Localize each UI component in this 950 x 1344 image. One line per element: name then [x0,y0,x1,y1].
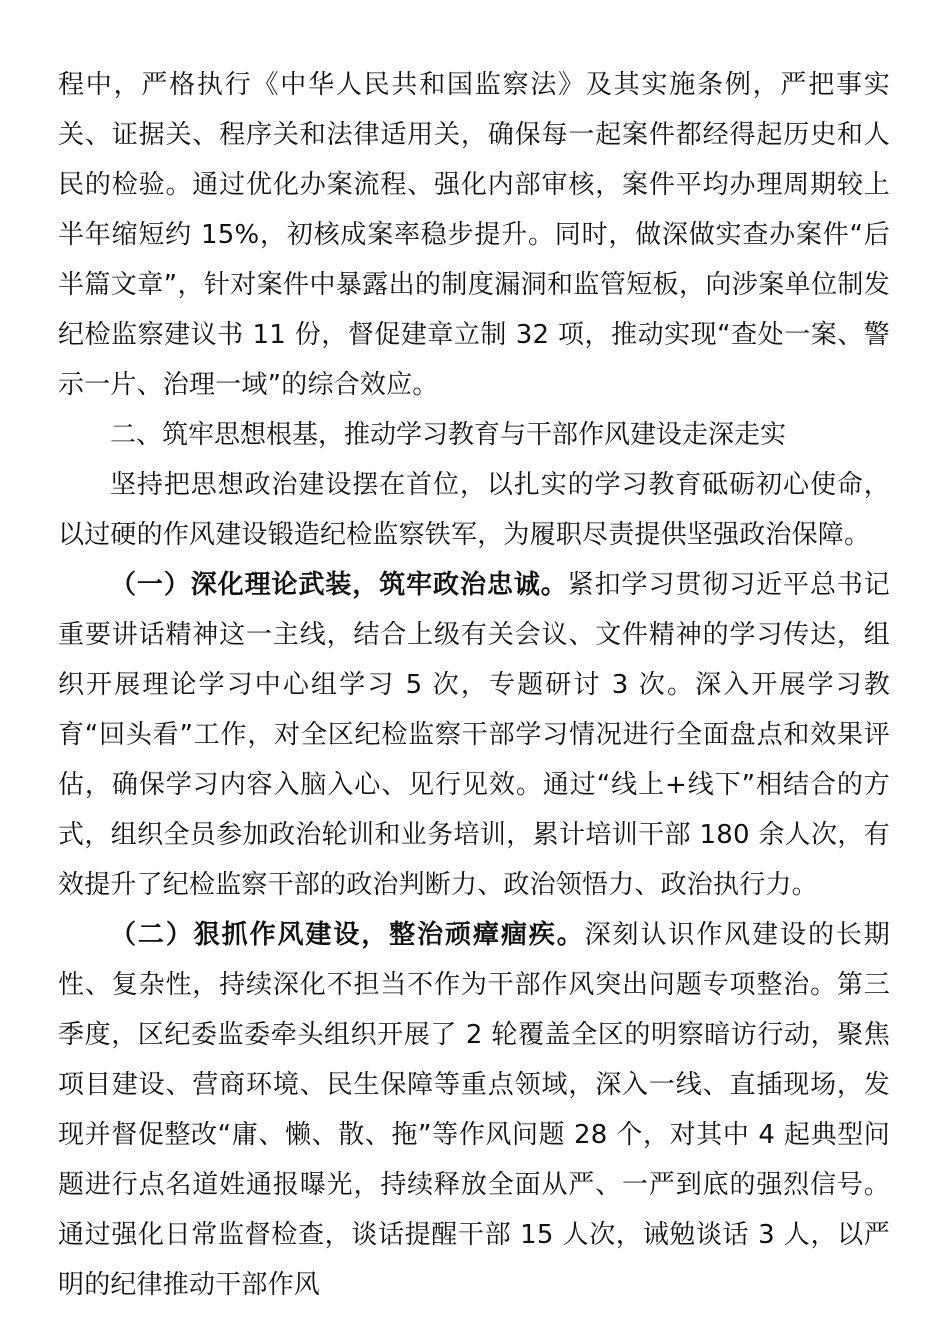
document-page [58,60,890,1310]
paragraph-case-handling: 程中，严格执行《中华人民共和国监察法》及其实施条例，严把事实关、证据关、程序关和法律适用关，确保每一起案件都经得起历史和人民的检验。通过优化办案流程、强化内部审核，案件平均办理周期较上半年缩短约 15%，初核成案率稳步提升。同时，做深做实查办案件“后半篇文章”，针对案件中暴露出的制度漏洞和监管短板，向涉案单位制发纪检监察建议书 11 份，督促建章立制 32 项，推动实现“查处一案、警示一片、治理一域”的综合效应。 [58,70,890,400]
paragraph-section2-intro: 坚持把思想政治建设摆在首位，以扎实的学习教育砥砺初心使命，以过硬的作风建设锻造纪检监察铁军，为履职尽责提供坚强政治保障。 [58,470,890,550]
item-2-body: 深刻认识作风建设的长期性、复杂性，持续深化不担当不作为干部作风突出问题专项整治。第三季度，区纪委监委牵头组织开展了 2 轮覆盖全区的明察暗访行动，聚焦项目建设、营商环境、民生保障等重点领域，深入一线、直插现场，发现并督促整改“庸、懒、散、拖”等作风问题 28 个，对其中 4 起典型问题进行点名道姓通报曝光，持续释放全面从严、一严到底的强烈信号。通过强化日常监督检查，谈话提醒干部 15 人次，诫勉谈话 3 人，以严明的纪律推动干部作风 [58,920,890,1300]
section-heading-2: 二、筑牢思想根基，推动学习教育与干部作风建设走深走实 [110,420,787,450]
paragraph-item-2 [58,910,890,1310]
item-1-title: （一）深化理论武装，筑牢政治忠诚。 [110,570,568,600]
paragraph-item-1 [58,560,890,910]
item-2-title: （二）狠抓作风建设，整治顽瘴痼疾。 [110,920,585,950]
item-1-body: 紧扣学习贯彻习近平总书记重要讲话精神这一主线，结合上级有关会议、文件精神的学习传达，组织开展理论学习中心组学习 5 次，专题研讨 3 次。深入开展学习教育“回头看”工作，对全区纪检监察干部学习情况进行全面盘点和效果评估，确保学习内容入脑入心、见行见效。通过“线上+线下”相结合的方式，组织全员参加政治轮训和业务培训，累计培训干部 180 余人次，有效提升了纪检监察干部的政治判断力、政治领悟力、政治执行力。 [58,570,891,900]
